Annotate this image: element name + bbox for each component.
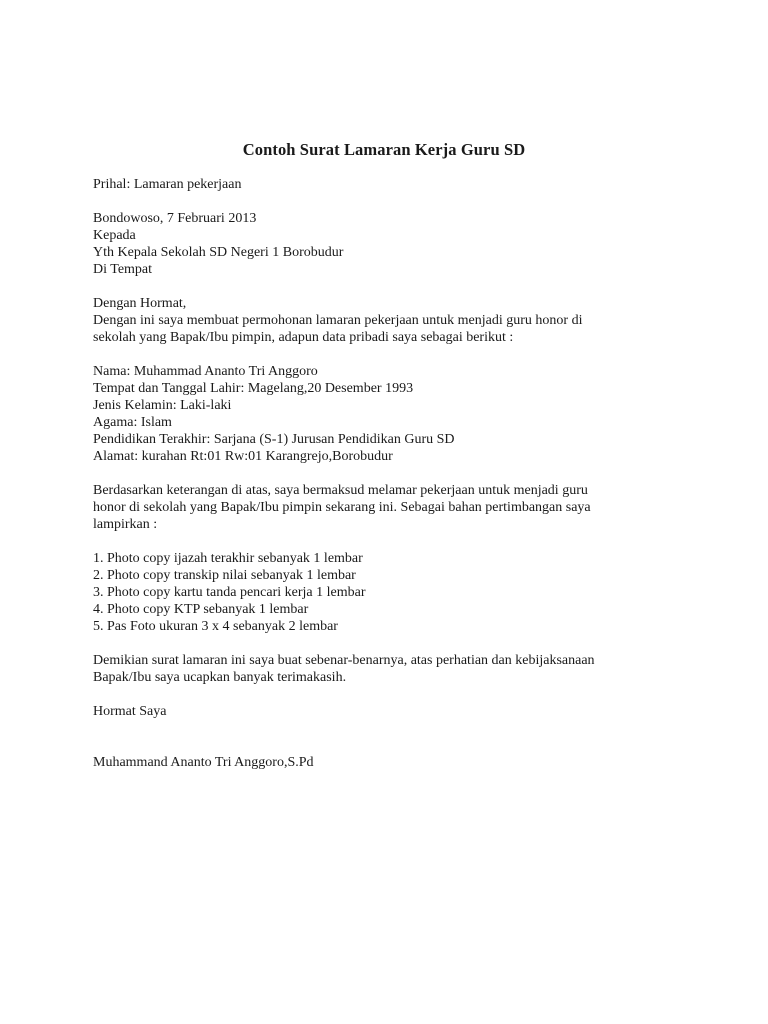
subject-line: Prihal: Lamaran pekerjaan bbox=[93, 177, 242, 192]
date-line: Bondowoso, 7 Februari 2013 bbox=[93, 211, 257, 226]
attachment-item: 1. Photo copy ijazah terakhir sebanyak 1 lembar bbox=[93, 551, 363, 566]
personal-data-value: Sarjana (S-1) Jurusan Pendidikan Guru SD bbox=[213, 432, 455, 447]
personal-data-value: Magelang,20 Desember 1993 bbox=[247, 381, 414, 396]
greeting: Dengan Hormat, bbox=[93, 296, 187, 311]
recipient-line: Di Tempat bbox=[93, 262, 153, 277]
personal-data-value: Islam bbox=[140, 415, 172, 430]
attachment-item: 3. Photo copy kartu tanda pencari kerja 1 lembar bbox=[93, 585, 366, 600]
personal-data-label: Alamat : bbox=[93, 449, 142, 464]
personal-data-label: Tempat dan Tanggal Lahir : bbox=[93, 381, 248, 396]
personal-data-value: Laki-laki bbox=[180, 398, 232, 413]
personal-data-row bbox=[93, 363, 683, 380]
closing-line: Bapak/Ibu saya ucapkan banyak terimakasih. bbox=[93, 670, 347, 685]
sign-off: Hormat Saya bbox=[93, 704, 167, 719]
personal-data-value: Muhammad Ananto Tri Anggoro bbox=[133, 364, 318, 379]
personal-data-row bbox=[93, 397, 683, 414]
statement-line: lampirkan : bbox=[93, 517, 158, 532]
personal-data-row bbox=[93, 431, 683, 448]
attachment-item: 5. Pas Foto ukuran 3 x 4 sebanyak 2 lembar bbox=[93, 619, 338, 634]
intro-line: Dengan ini saya membuat permohonan lamaran pekerjaan untuk menjadi guru honor di bbox=[93, 313, 583, 328]
letter-body bbox=[93, 176, 683, 771]
personal-data-row bbox=[93, 380, 683, 397]
personal-data-value: kurahan Rt:01 Rw:01 Karangrejo,Borobudur bbox=[141, 449, 393, 464]
document-title: Contoh Surat Lamaran Kerja Guru SD bbox=[242, 140, 526, 159]
personal-data-row bbox=[93, 414, 683, 431]
recipient-line: Kepada bbox=[93, 228, 136, 243]
personal-data-label: Agama : bbox=[93, 415, 141, 430]
intro-line: sekolah yang Bapak/Ibu pimpin, adapun data pribadi saya sebagai berikut : bbox=[93, 330, 514, 345]
personal-data-row bbox=[93, 448, 683, 465]
recipient-line: Yth Kepala Sekolah SD Negeri 1 Borobudur bbox=[93, 245, 344, 260]
signature-name: Muhammand Ananto Tri Anggoro,S.Pd bbox=[93, 755, 314, 770]
personal-data-label: Pendidikan Terakhir : bbox=[93, 432, 214, 447]
attachment-item: 2. Photo copy transkip nilai sebanyak 1 lembar bbox=[93, 568, 356, 583]
statement-line: honor di sekolah yang Bapak/Ibu pimpin sekarang ini. Sebagai bahan pertimbangan saya bbox=[93, 500, 591, 515]
personal-data-label: Nama : bbox=[93, 364, 134, 379]
personal-data-label: Jenis Kelamin : bbox=[93, 398, 180, 413]
statement-line: Berdasarkan keterangan di atas, saya bermaksud melamar pekerjaan untuk menjadi guru bbox=[93, 483, 588, 498]
attachment-item: 4. Photo copy KTP sebanyak 1 lembar bbox=[93, 602, 309, 617]
closing-line: Demikian surat lamaran ini saya buat sebenar-benarnya, atas perhatian dan kebijaksanaan bbox=[93, 653, 595, 668]
